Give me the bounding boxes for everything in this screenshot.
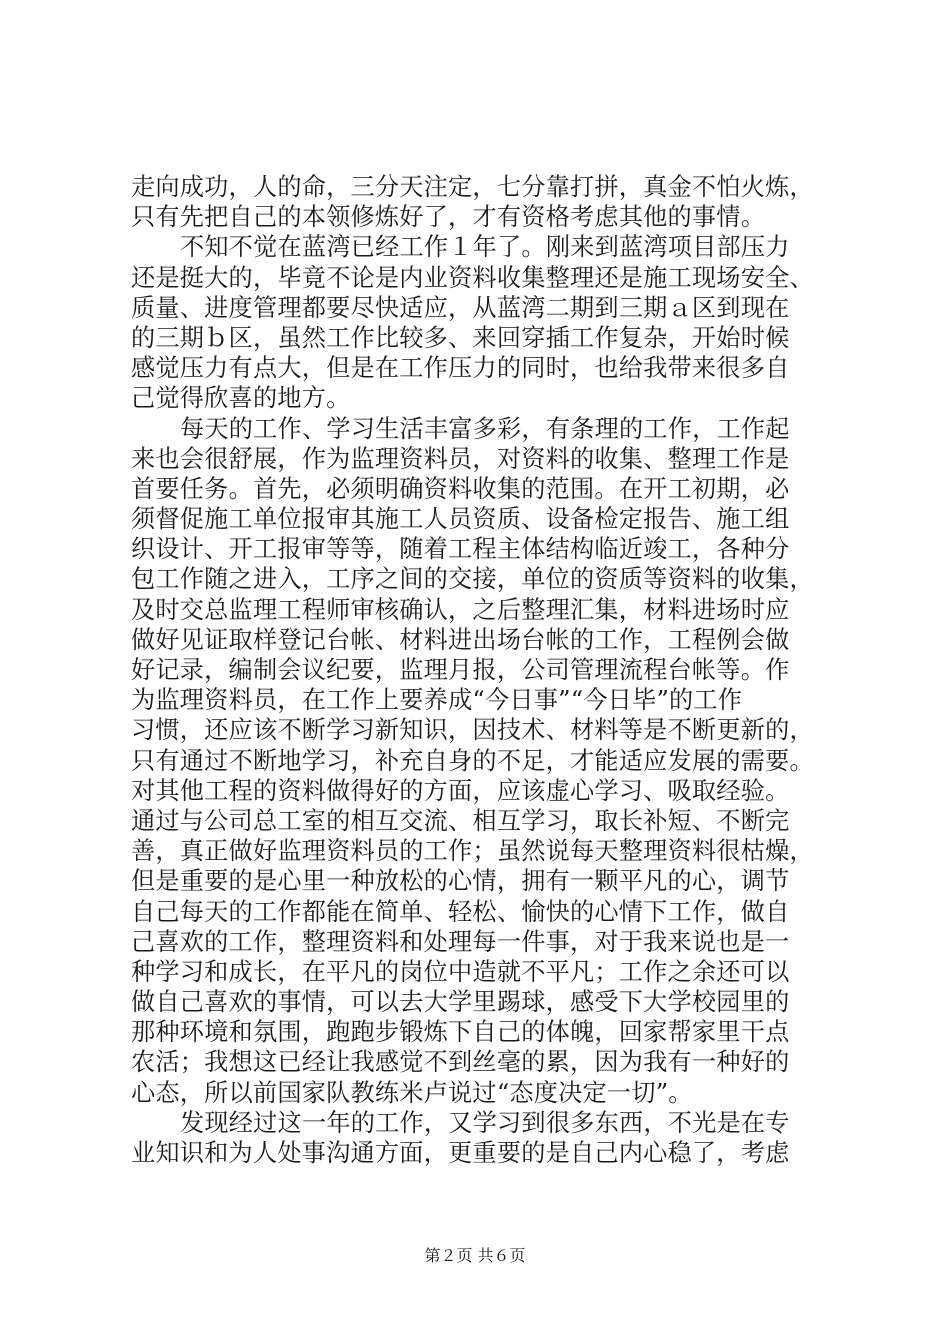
document-body (131, 172, 831, 1168)
text-line: 及时交总监理工程师审核确认，之后整理汇集，材料进场时应 (131, 595, 790, 624)
text-line: 心态，所以前国家队教练米卢说过“态度决定一切”。 (131, 1078, 693, 1107)
text-line: 做好见证取样登记台帐、材料进出场台帐的工作，工程例会做 (131, 625, 790, 654)
text-line: 农活；我想这已经让我感觉不到丝毫的累，因为我有一种好的 (131, 1048, 790, 1077)
text-line: 做自己喜欢的事情，可以去大学里踢球，感受下大学校园里的 (131, 988, 790, 1017)
text-line: 自己每天的工作都能在简单、轻松、愉快的心情下工作，做自 (131, 897, 790, 926)
text-line: 来也会很舒展，作为监理资料员，对资料的收集、整理工作是 (131, 444, 790, 473)
page-number-footer: 第２页 共６页 (424, 1246, 526, 1265)
text-line: 的三期ｂ区，虽然工作比较多、来回穿插工作复杂，开始时候 (131, 323, 790, 352)
text-line: 己喜欢的工作，整理资料和处理每一件事，对于我来说也是一 (131, 927, 790, 956)
text-line: 每天的工作、学习生活丰富多彩，有条理的工作，工作起 (180, 414, 790, 443)
text-line: 善，真正做好监理资料员的工作；虽然说每天整理资料很枯燥， (131, 837, 814, 866)
text-line: 只有通过不断地学习，补充自身的不足，才能适应发展的需要。 (131, 746, 814, 775)
text-line: 但是重要的是心里一种放松的心情，拥有一颗平凡的心，调节 (131, 867, 790, 896)
text-line: 首要任务。首先，必须明确资料收集的范围。在开工初期，必 (131, 474, 790, 503)
text-line: 发现经过这一年的工作，又学习到很多东西，不光是在专 (180, 1108, 790, 1137)
text-line: 为监理资料员，在工作上要养成“今日事”“今日毕”的工作 (131, 686, 743, 715)
text-line: 还是挺大的，毕竟不论是内业资料收集整理还是施工现场安全、 (131, 263, 814, 292)
text-line: 织设计、开工报审等等，随着工程主体结构临近竣工，各种分 (131, 535, 790, 564)
text-line: 那种环境和氛围，跑跑步锻炼下自己的体魄，回家帮家里干点 (131, 1018, 790, 1047)
text-line: 好记录，编制会议纪要，监理月报，公司管理流程台帐等。作 (131, 656, 790, 684)
text-line: 不知不觉在蓝湾已经工作１年了。刚来到蓝湾项目部压力 (180, 233, 790, 262)
text-line: 包工作随之进入，工序之间的交接，单位的资质等资料的收集， (131, 565, 814, 594)
text-line: 感觉压力有点大，但是在工作压力的同时，也给我带来很多自 (131, 354, 790, 383)
text-line: 对其他工程的资料做得好的方面，应该虚心学习、吸取经验。 (131, 776, 790, 805)
text-line: 己觉得欣喜的地方。 (131, 384, 351, 413)
text-line: 通过与公司总工室的相互交流、相互学习，取长补短、不断完 (131, 806, 790, 835)
text-line: 只有先把自己的本领修炼好了，才有资格考虑其他的事情。 (131, 203, 766, 232)
text-line: 走向成功，人的命，三分天注定，七分靠打拼，真金不怕火炼， (131, 173, 814, 201)
text-line: 质量、进度管理都要尽快适应，从蓝湾二期到三期ａ区到现在 (131, 293, 790, 322)
text-line: 须督促施工单位报审其施工人员资质、设备检定报告、施工组 (131, 505, 790, 534)
text-line: 习惯，还应该不断学习新知识，因技术、材料等是不断更新的， (131, 716, 814, 745)
text-line: 业知识和为人处事沟通方面，更重要的是自己内心稳了，考虑 (131, 1139, 790, 1167)
text-line: 种学习和成长，在平凡的岗位中造就不平凡；工作之余还可以 (131, 957, 790, 986)
